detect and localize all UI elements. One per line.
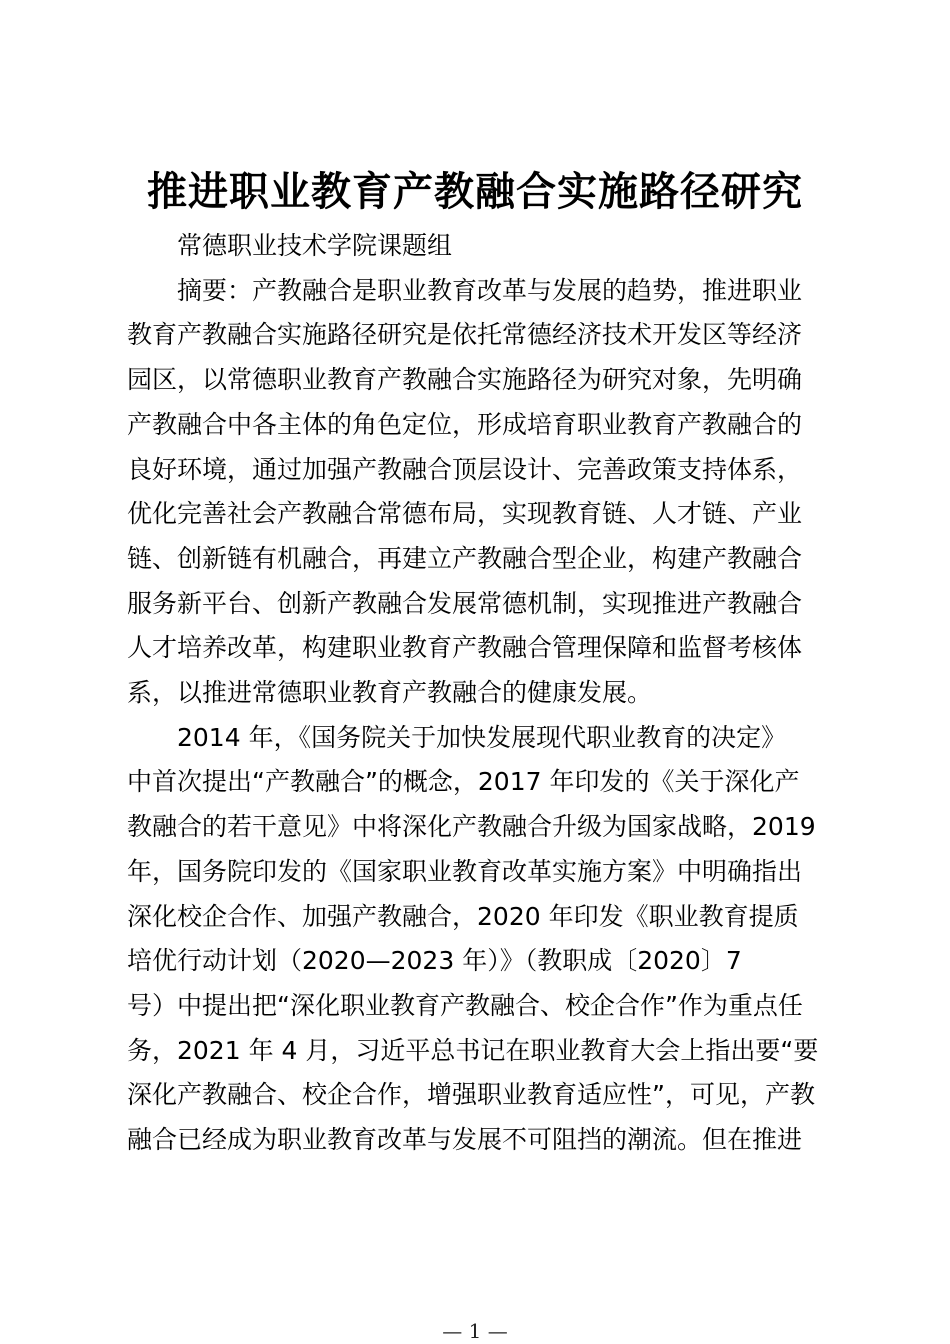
text-line: 中首次提出“产教融合”的概念，2017 年印发的《关于深化产 bbox=[127, 767, 800, 797]
text-line: 务，2021 年 4 月，习近平总书记在职业教育大会上指出要“要 bbox=[127, 1035, 819, 1065]
text-line: 良好环境，通过加强产教融合顶层设计、完善政策支持体系， bbox=[127, 454, 803, 484]
text-line: 优化完善社会产教融合常德布局，实现教育链、人才链、产业 bbox=[127, 499, 803, 529]
text-line: 服务新平台、创新产教融合发展常德机制，实现推进产教融合 bbox=[127, 588, 803, 618]
document-title: 推进职业教育产教融合实施路径研究 bbox=[147, 168, 803, 215]
text-line: 2014 年，《国务院关于加快发展现代职业教育的决定》 bbox=[177, 722, 787, 752]
text-line: 年，国务院印发的《国家职业教育改革实施方案》中明确指出 bbox=[127, 856, 803, 886]
text-line: 摘要：产教融合是职业教育改革与发展的趋势，推进职业 bbox=[177, 275, 803, 305]
text-line: 人才培养改革，构建职业教育产教融合管理保障和监督考核体 bbox=[127, 633, 803, 663]
text-line: 教育产教融合实施路径研究是依托常德经济技术开发区等经济 bbox=[127, 320, 803, 350]
author-text: 常德职业技术学院课题组 bbox=[177, 231, 453, 260]
page-number: — 1 — bbox=[442, 1319, 508, 1343]
text-line: 深化产教融合、校企合作，增强职业教育适应性”，可见，产教 bbox=[127, 1080, 815, 1110]
text-line: 链、创新链有机融合，再建立产教融合型企业，构建产教融合 bbox=[127, 543, 803, 573]
text-line: 培优行动计划（2020—2023 年）》（教职成〔2020〕7 bbox=[127, 946, 742, 976]
author-line bbox=[127, 224, 831, 269]
text-line: 教融合的若干意见》中将深化产教融合升级为国家战略，2019 bbox=[127, 812, 816, 842]
abstract-paragraph bbox=[127, 269, 831, 716]
text-line: 号）中提出把“深化职业教育产教融合、校企合作”作为重点任 bbox=[127, 990, 803, 1020]
text-line: 系，以推进常德职业教育产教融合的健康发展。 bbox=[127, 678, 653, 708]
text-line: 融合已经成为职业教育改革与发展不可阻挡的潮流。但在推进 bbox=[127, 1125, 803, 1155]
text-line: 园区，以常德职业教育产教融合实施路径为研究对象，先明确 bbox=[127, 365, 803, 395]
body-paragraph bbox=[127, 716, 831, 1163]
text-line: 深化校企合作、加强产教融合，2020 年印发《职业教育提质 bbox=[127, 901, 799, 931]
text-line: 产教融合中各主体的角色定位，形成培育职业教育产教融合的 bbox=[127, 409, 803, 439]
document-body bbox=[127, 224, 831, 1163]
